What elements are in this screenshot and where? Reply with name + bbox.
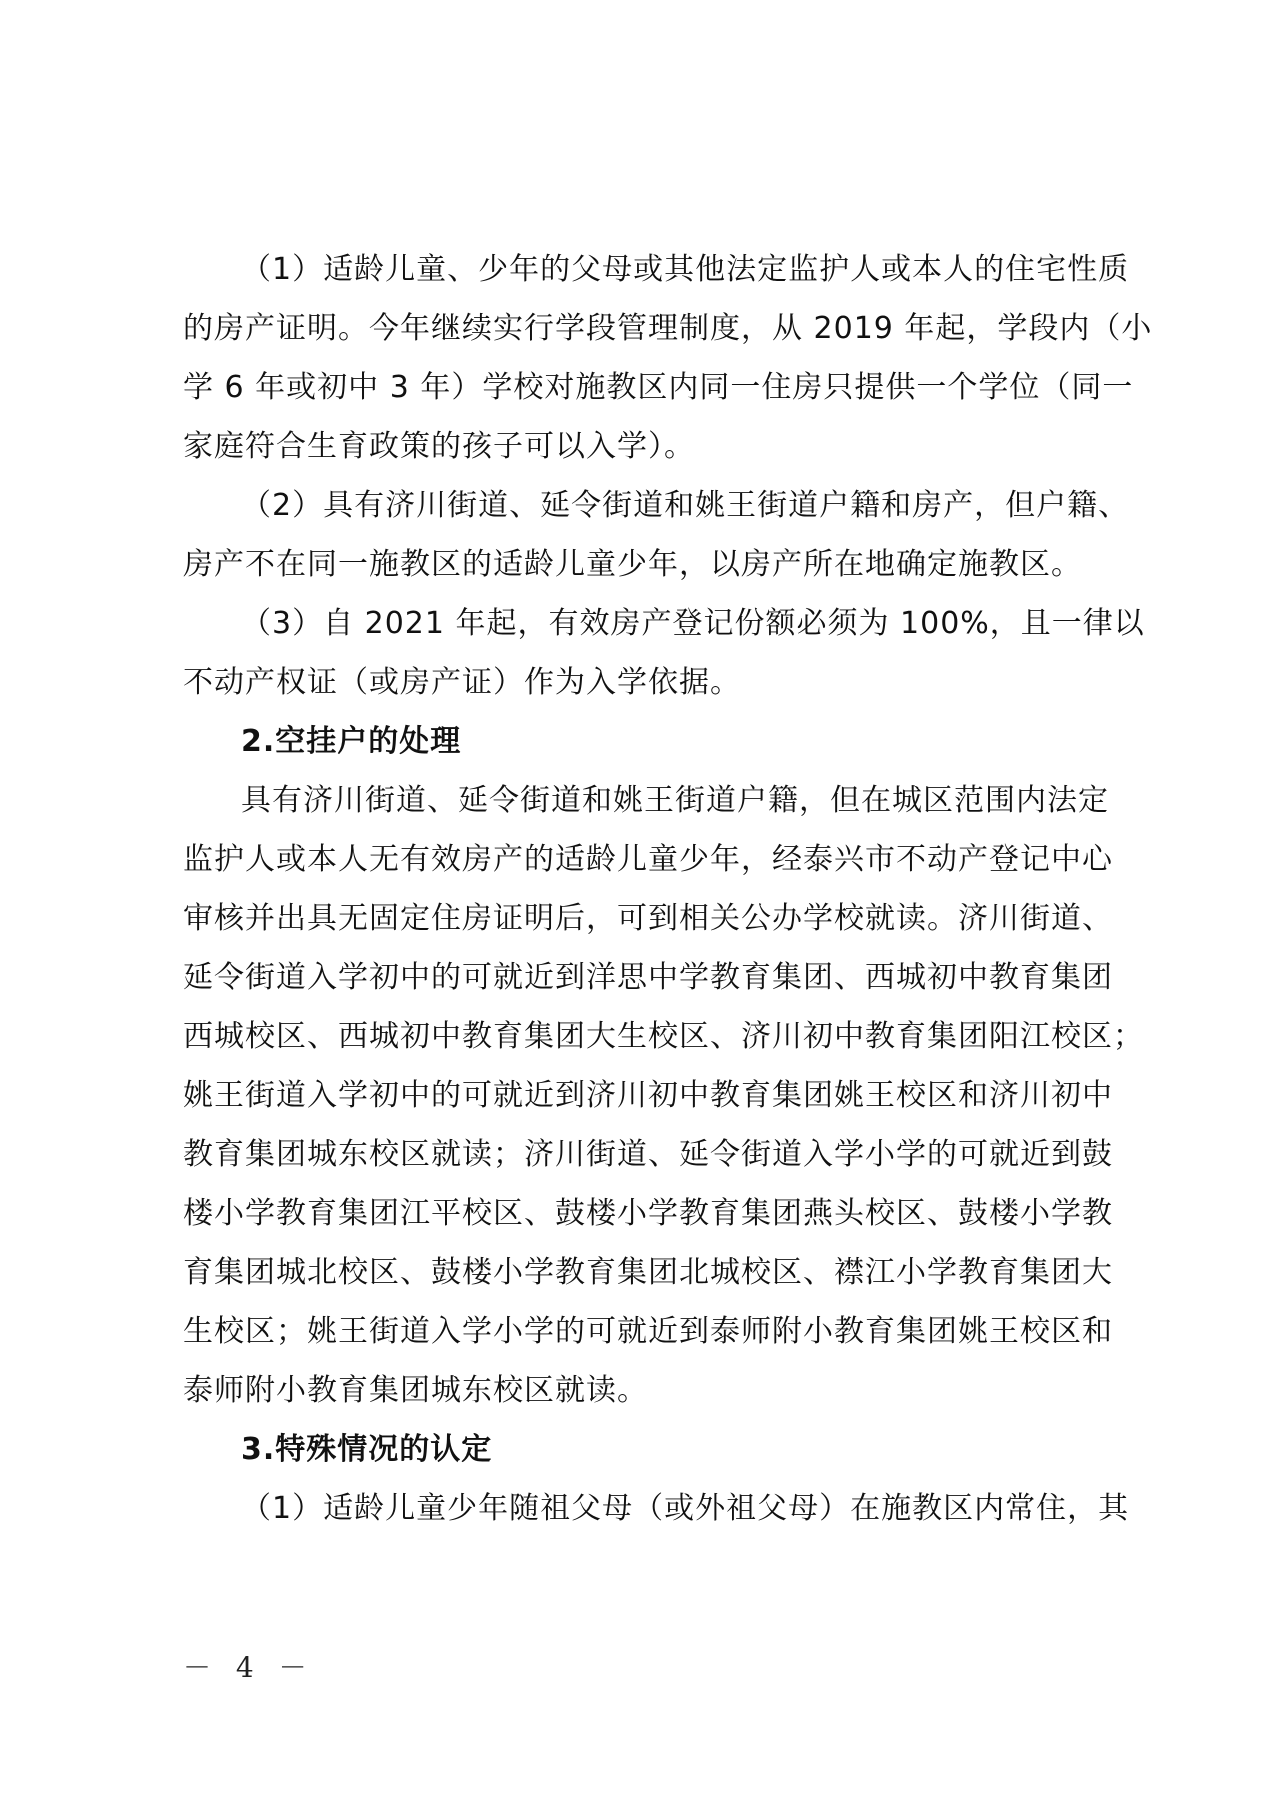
paragraph-line: 不动产权证（或房产证）作为入学依据。	[183, 665, 741, 700]
paragraph-line: 延令街道入学初中的可就近到洋思中学教育集团、西城初中教育集团	[183, 960, 1113, 995]
paragraph-line: 学 6 年或初中 3 年）学校对施教区内同一住房只提供一个学位（同一	[183, 370, 1134, 405]
paragraph-line: （1）适龄儿童、少年的父母或其他法定监护人或本人的住宅性质	[241, 252, 1130, 287]
paragraph-line: 的房产证明。今年继续实行学段管理制度，从 2019 年起，学段内（小	[183, 311, 1153, 346]
paragraph-line: （2）具有济川街道、延令街道和姚王街道户籍和房产，但户籍、	[241, 488, 1130, 523]
paragraph-line: （1）适龄儿童少年随祖父母（或外祖父母）在施教区内常住，其	[241, 1491, 1130, 1526]
section-heading: 3.特殊情况的认定	[241, 1432, 493, 1467]
paragraph-line: 家庭符合生育政策的孩子可以入学）。	[183, 429, 695, 464]
paragraph-line: 生校区；姚王街道入学小学的可就近到泰师附小教育集团姚王校区和	[183, 1314, 1113, 1349]
paragraph-line: 教育集团城东校区就读；济川街道、延令街道入学小学的可就近到鼓	[183, 1137, 1113, 1172]
document-body	[183, 240, 1153, 1538]
paragraph-line: 审核并出具无固定住房证明后，可到相关公办学校就读。济川街道、	[183, 901, 1113, 936]
paragraph-line: 育集团城北校区、鼓楼小学教育集团北城校区、襟江小学教育集团大	[183, 1255, 1113, 1290]
paragraph-line: 姚王街道入学初中的可就近到济川初中教育集团姚王校区和济川初中	[183, 1078, 1113, 1113]
paragraph-line: （3）自 2021 年起，有效房产登记份额必须为 100%，且一律以	[241, 606, 1145, 641]
paragraph-line: 西城校区、西城初中教育集团大生校区、济川初中教育集团阳江校区；	[183, 1019, 1144, 1054]
paragraph-line: 监护人或本人无有效房产的适龄儿童少年，经泰兴市不动产登记中心	[183, 842, 1113, 877]
paragraph-line: 泰师附小教育集团城东校区就读。	[183, 1373, 648, 1408]
paragraph-line: 具有济川街道、延令街道和姚王街道户籍，但在城区范围内法定	[241, 783, 1109, 818]
paragraph-line: 房产不在同一施教区的适龄儿童少年，以房产所在地确定施教区。	[183, 547, 1082, 582]
page-number: － 4 －	[183, 1651, 315, 1684]
section-heading: 2.空挂户的处理	[241, 724, 462, 759]
paragraph-line: 楼小学教育集团江平校区、鼓楼小学教育集团燕头校区、鼓楼小学教	[183, 1196, 1113, 1231]
